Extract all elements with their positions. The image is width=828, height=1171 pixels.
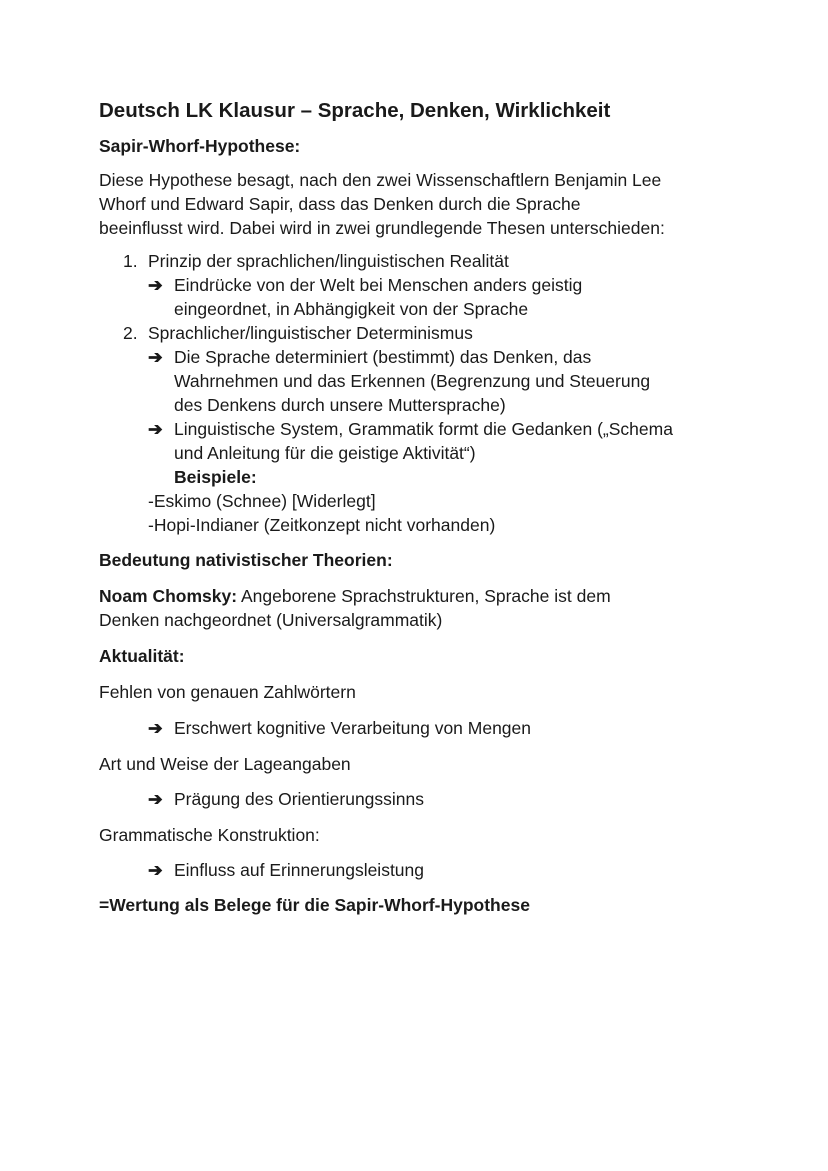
actuality-label: Art und Weise der Lageangaben [99,754,351,774]
thesis-point [99,417,759,465]
intro-line: Whorf und Edward Sapir, dass das Denken durch die Sprache [99,194,581,214]
nativism-line [99,584,759,608]
actuality-point [99,716,759,740]
actuality-point [99,787,759,811]
point-line: des Denkens durch unsere Muttersprache) [174,395,506,415]
chomsky-name: Noam Chomsky: [99,586,238,606]
intro-line: beeinflusst wird. Dabei wird in zwei grundlegende Thesen unterschieden: [99,218,665,238]
point-text: Einfluss auf Erinnerungsleistung [174,860,425,880]
thesis-point [99,273,759,321]
conclusion: =Wertung als Belege für die Sapir-Whorf-Hypothese [99,895,530,915]
actuality-heading: Aktualität: [99,646,185,666]
nativism-text: Angeborene Sprachstrukturen, Sprache ist dem [237,586,611,606]
point-text: Prägung des Orientierungssinns [174,789,425,809]
point-line: Die Sprache determiniert (bestimmt) das Denken, das [174,347,592,367]
point-line: und Anleitung für die geistige Aktivität“) [174,443,476,463]
point-line: Wahrnehmen und das Erkennen (Begrenzung und Steuerung [174,371,651,391]
nativism-line: Denken nachgeordnet (Universalgrammatik) [99,610,443,630]
example-item: -Hopi-Indianer (Zeitkonzept nicht vorhanden) [148,515,496,535]
nativism-paragraph [99,584,759,632]
sapir-whorf-heading: Sapir-Whorf-Hypothese: [99,136,301,156]
actuality-point [99,858,759,882]
arrow-right-icon: ➔ [148,718,163,738]
thesis-label: Sprachlicher/linguistischer Determinismus [148,323,473,343]
arrow-right-icon: ➔ [148,860,163,880]
thesis-item-1 [99,249,759,273]
example-item: -Eskimo (Schnee) [Widerlegt] [148,491,376,511]
thesis-number: 2. [123,323,138,343]
point-line: Linguistische System, Grammatik formt die Gedanken („Schema [174,419,673,439]
sapir-whorf-intro [99,168,759,240]
thesis-item-2 [99,321,759,345]
point-line: eingeordnet, in Abhängigkeit von der Sprache [174,299,529,319]
actuality-label: Fehlen von genauen Zahlwörtern [99,682,356,702]
point-line: Eindrücke von der Welt bei Menschen anders geistig [174,275,583,295]
thesis-number: 1. [123,251,138,271]
document-title: Deutsch LK Klausur – Sprache, Denken, Wirklichkeit [99,99,611,122]
intro-line: Diese Hypothese besagt, nach den zwei Wissenschaftlern Benjamin Lee [99,170,662,190]
arrow-right-icon: ➔ [148,419,163,439]
arrow-right-icon: ➔ [148,347,163,367]
thesis-point [99,345,759,417]
arrow-right-icon: ➔ [148,789,163,809]
nativism-heading: Bedeutung nativistischer Theorien: [99,550,393,570]
document-page [99,96,759,917]
actuality-label: Grammatische Konstruktion: [99,825,320,845]
examples-label: Beispiele: [174,467,257,487]
arrow-right-icon: ➔ [148,275,163,295]
point-text: Erschwert kognitive Verarbeitung von Mengen [174,718,532,738]
thesis-label: Prinzip der sprachlichen/linguistischen Realität [148,251,509,271]
